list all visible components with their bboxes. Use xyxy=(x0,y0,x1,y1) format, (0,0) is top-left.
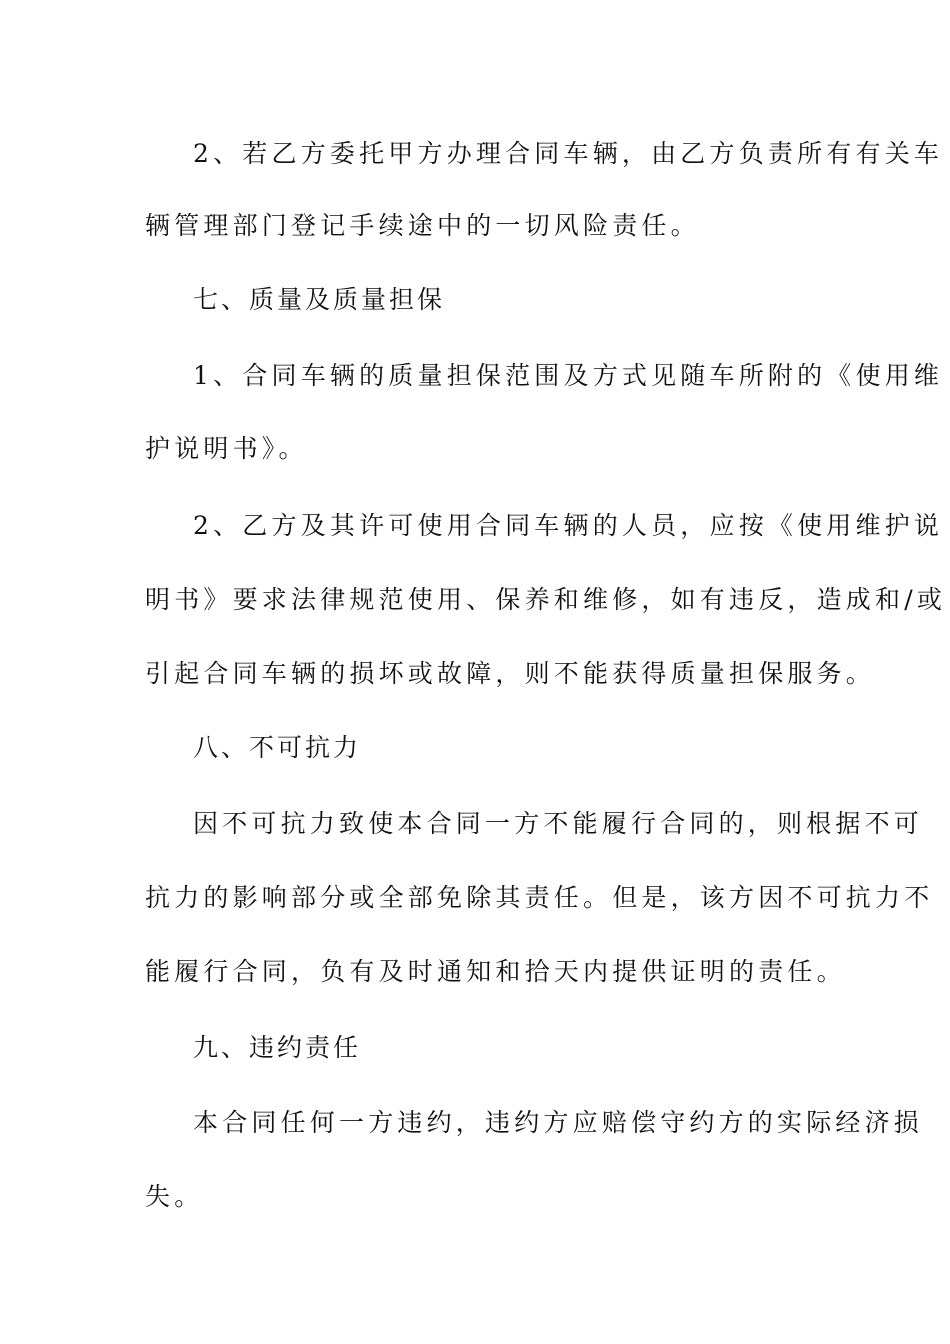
clause-7-2-line-1: 2、乙方及其许可使用合同车辆的人员，应按《使用维护说 xyxy=(193,511,944,540)
clause-7-1-line-1: 1、合同车辆的质量担保范围及方式见随车所附的《使用维 xyxy=(193,361,944,390)
clause-6-2-line-1: 2、若乙方委托甲方办理合同车辆，由乙方负责所有有关车 xyxy=(193,139,944,168)
clause-8-line-1: 因不可抗力致使本合同一方不能履行合同的，则根据不可 xyxy=(193,809,924,838)
clause-7-1-line-2: 护说明书》。 xyxy=(145,434,308,463)
clause-7-2-line-2: 明书》要求法律规范使用、保养和维修，如有违反，造成和/或 xyxy=(145,585,947,614)
clause-6-2-line-2: 辆管理部门登记手续途中的一切风险责任。 xyxy=(145,211,700,240)
section-heading-7: 七、质量及质量担保 xyxy=(193,285,446,314)
section-heading-9: 九、违约责任 xyxy=(193,1033,362,1062)
clause-8-line-3: 能履行合同，负有及时通知和拾天内提供证明的责任。 xyxy=(145,957,846,986)
clause-7-2-line-3: 引起合同车辆的损坏或故障，则不能获得质量担保服务。 xyxy=(145,659,876,688)
section-heading-8: 八、不可抗力 xyxy=(193,733,362,762)
clause-9-line-2: 失。 xyxy=(145,1182,204,1211)
clause-8-line-2: 抗力的影响部分或全部免除其责任。但是，该方因不可抗力不 xyxy=(145,883,934,912)
clause-9-line-1: 本合同任何一方违约，违约方应赔偿守约方的实际经济损 xyxy=(193,1108,924,1137)
